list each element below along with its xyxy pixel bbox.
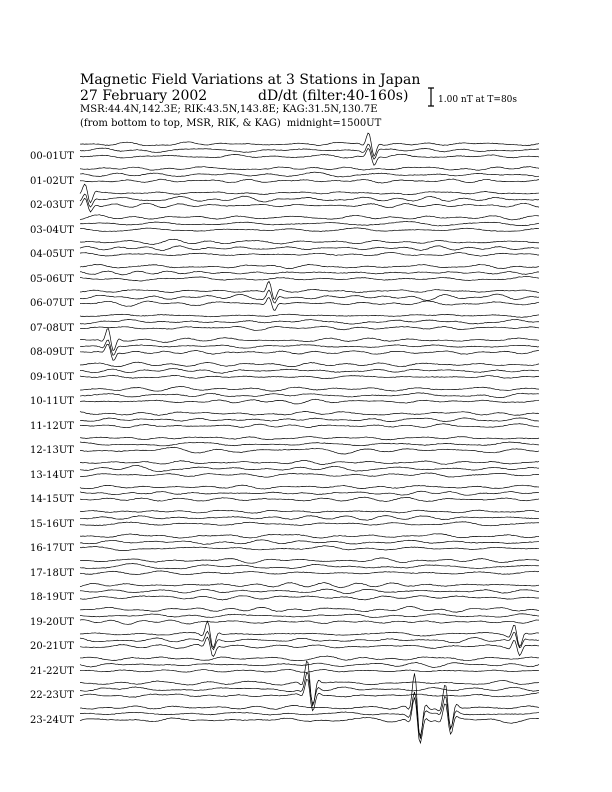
hour-label: 03-04UT xyxy=(30,224,74,236)
trace-kag xyxy=(80,362,539,367)
trace-msr xyxy=(80,546,539,551)
date-and-filter-line xyxy=(80,88,409,104)
trace-rik xyxy=(80,614,539,618)
trace-msr xyxy=(80,297,539,310)
trace-msr xyxy=(80,596,539,600)
trace-kag xyxy=(80,167,539,171)
hour-label: 06-07UT xyxy=(30,298,74,309)
hour-label: 22-23UT xyxy=(30,690,74,701)
hour-label: 10-11UT xyxy=(30,396,74,407)
trace-kag xyxy=(80,606,539,612)
hour-label: 14-15UT xyxy=(30,494,74,505)
trace-msr xyxy=(80,447,539,454)
trace-kag xyxy=(80,485,539,489)
trace-msr xyxy=(80,669,539,672)
trace-rik xyxy=(80,271,539,275)
trace-msr xyxy=(80,637,539,656)
trace-kag xyxy=(80,133,539,156)
trace-msr xyxy=(80,497,539,501)
component-filter-label: dD/dt (filter:40-160s) xyxy=(258,88,409,104)
trace-rik xyxy=(80,418,539,422)
hour-label: 11-12UT xyxy=(30,420,74,432)
trace-msr xyxy=(80,424,539,428)
trace-msr xyxy=(80,326,539,330)
hour-label: 04-05UT xyxy=(30,249,74,260)
trace-kag xyxy=(80,656,539,661)
date-label: 27 February 2002 xyxy=(80,88,208,104)
trace-kag xyxy=(80,215,539,220)
trace-msr xyxy=(80,473,539,477)
hour-label: 00-01UT xyxy=(30,151,74,162)
trace-kag xyxy=(80,510,539,513)
hour-label: 12-13UT xyxy=(30,445,74,456)
station-order-note: (from bottom to top, MSR, RIK, & KAG) xyxy=(80,118,281,129)
trace-rik xyxy=(80,663,539,668)
scale-bar xyxy=(428,88,434,106)
trace-msr xyxy=(80,522,539,526)
chart-title: Magnetic Field Variations at 3 Stations in Japan xyxy=(80,72,421,88)
trace-kag xyxy=(80,558,539,563)
trace-rik xyxy=(80,442,539,446)
hour-label: 15-16UT xyxy=(30,518,74,530)
hour-label: 17-18UT xyxy=(30,567,74,579)
trace-msr xyxy=(80,253,539,257)
trace-kag xyxy=(80,583,539,588)
midnight-note: midnight=1500UT xyxy=(286,118,382,129)
hour-label: 19-20UT xyxy=(30,616,74,628)
hour-label: 18-19UT xyxy=(30,592,74,603)
hour-label: 07-08UT xyxy=(30,322,74,334)
trace-kag xyxy=(80,386,539,391)
station-coordinates: MSR:44.4N,142.3E; RIK:43.5N,143.8E; KAG:31.5N,130.7E xyxy=(80,104,378,115)
trace-rik xyxy=(80,222,539,226)
trace-msr xyxy=(80,228,539,232)
trace-rik xyxy=(80,172,539,177)
trace-kag xyxy=(80,534,539,538)
trace-rik xyxy=(80,194,539,207)
scale-bar-label: 1.00 nT at T=80s xyxy=(438,95,518,105)
trace-rik xyxy=(80,246,539,251)
hour-label: 09-10UT xyxy=(30,371,74,383)
trace-msr xyxy=(80,571,539,575)
trace-rik xyxy=(80,564,539,569)
trace-rik xyxy=(80,692,539,736)
trace-kag xyxy=(80,239,539,244)
hour-label: 08-09UT xyxy=(30,347,74,358)
trace-rik xyxy=(80,589,539,594)
notes-line xyxy=(80,118,381,130)
trace-kag xyxy=(80,411,539,415)
trace-kag xyxy=(80,621,539,647)
trace-msr xyxy=(80,697,539,743)
trace-rik xyxy=(80,540,539,544)
trace-rik xyxy=(80,319,539,324)
trace-rik xyxy=(80,465,539,471)
hour-label: 20-21UT xyxy=(30,641,74,652)
hour-label: 01-02UT xyxy=(30,175,74,187)
trace-msr xyxy=(80,375,539,378)
hour-label: 23-24UT xyxy=(30,714,74,726)
trace-kag xyxy=(80,460,539,464)
trace-rik xyxy=(80,393,539,398)
hour-label: 05-06UT xyxy=(30,273,74,285)
trace-msr xyxy=(80,620,539,625)
trace-kag xyxy=(80,329,539,351)
trace-msr xyxy=(80,179,539,183)
trace-msr xyxy=(80,399,539,404)
hour-label: 21-22UT xyxy=(30,665,74,677)
trace-rik xyxy=(80,516,539,521)
hour-label: 02-03UT xyxy=(30,200,74,211)
trace-rik xyxy=(80,368,539,373)
trace-msr xyxy=(80,276,539,281)
trace-kag xyxy=(80,264,539,268)
trace-kag xyxy=(80,184,539,202)
hour-label: 13-14UT xyxy=(30,469,74,481)
hour-label: 16-17UT xyxy=(30,543,74,554)
trace-kag xyxy=(80,436,539,439)
trace-kag xyxy=(80,314,539,317)
trace-rik xyxy=(80,491,539,495)
